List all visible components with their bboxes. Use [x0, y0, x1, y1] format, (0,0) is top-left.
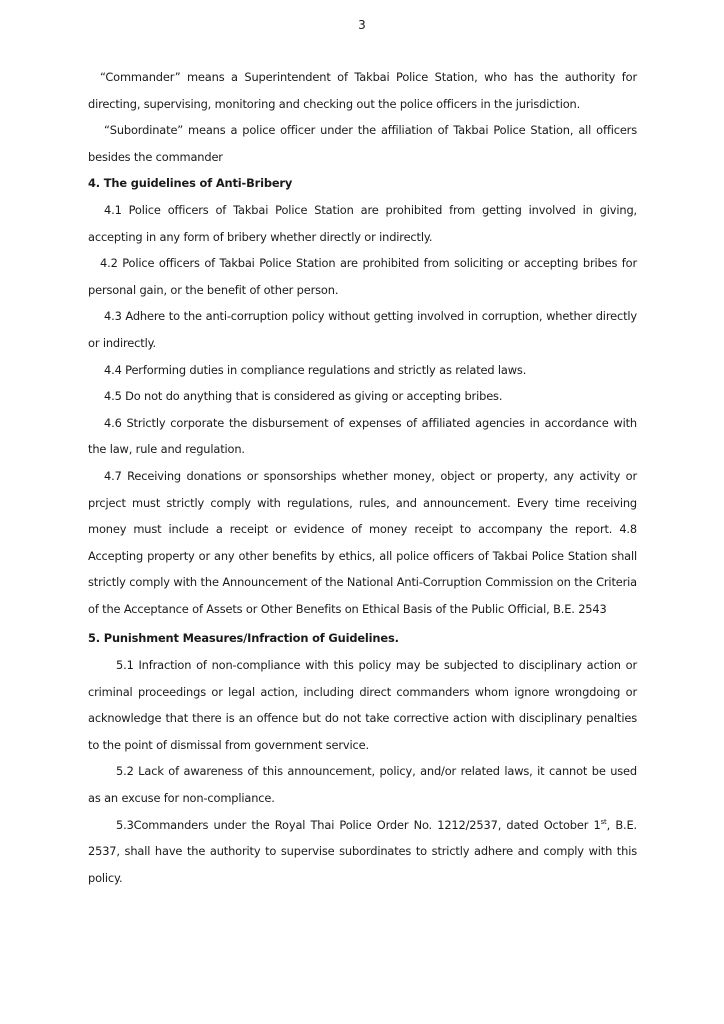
- section-4-item-4-4: 4.4 Performing duties in compliance regulations and strictly as related laws.: [104, 362, 527, 377]
- section-4-item-4-5: 4.5 Do not do anything that is considered as giving or accepting bribes.: [104, 389, 503, 404]
- section-4-item-4-6: 4.6 Strictly corporate the disbursement of expenses of affiliated agencies in accordance with the law, rule and regulation.: [88, 415, 637, 457]
- section-5-item-5-1: 5.1 Infraction of non-compliance with this policy may be subjected to disciplinary action or criminal proceedings or legal action, including direct commanders whom ignore wrongdoing or acknowledge that there is an offence but do not take corrective action with disciplinary penalties to the point of dismissal from government service.: [88, 658, 637, 752]
- section-4-heading: 4. The guidelines of Anti-Bribery: [88, 176, 293, 191]
- section-5-item-5-2: 5.2 Lack of awareness of this announcement, policy, and/or related laws, it cannot be used as an excuse for non-compliance.: [88, 764, 637, 806]
- section-4-item-4-2: 4.2 Police officers of Takbai Police Station are prohibited from soliciting or accepting bribes for personal gain, or the benefit of other person.: [88, 256, 637, 297]
- section-4-item-4-1: 4.1 Police officers of Takbai Police Station are prohibited from getting involved in giving, accepting in any form of bribery whether directly or indirectly.: [88, 202, 637, 244]
- definition-commander: “Commander” means a Superintendent of Takbai Police Station, who has the authority for directing, supervising, monitoring and checking out the police officers in the jurisdiction.: [88, 70, 637, 111]
- section-5-item-5-3: [88, 812, 637, 892]
- page-number: 3: [358, 18, 366, 32]
- section-5-heading: 5. Punishment Measures/Infraction of Guidelines.: [88, 631, 399, 646]
- definition-subordinate: “Subordinate” means a police officer under the affiliation of Takbai Police Station, all officers besides the commander: [88, 123, 637, 164]
- section-5-3-text-after: , B.E. 2537, shall have the authority to supervise subordinates to strictly adhere and comply with this policy.: [88, 817, 637, 885]
- section-4-item-4-3: 4.3 Adhere to the anti-corruption policy without getting involved in corruption, whether directly or indirectly.: [88, 309, 637, 350]
- ordinal-superscript: st: [600, 817, 607, 826]
- section-5-3-text-before: 5.3Commanders under the Royal Thai Police Order No. 1212/2537, dated October 1: [116, 817, 601, 832]
- section-4-item-4-7-4-8: 4.7 Receiving donations or sponsorships whether money, object or property, any activity or prcject must strictly comply with regulations, rules, and announcement. Every time receiving money must include a receipt or evidence of money receipt to accompany the report. 4.8 Accepting property or any other benefits by ethics, all police officers of Takbai Police Station shall strictly comply with the Announcement of the National Anti-Corruption Commission on the Criteria of the Acceptance of Assets or Other Benefits on Ethical Basis of the Public Official, B.E. 2543: [88, 468, 637, 616]
- document-body: [88, 64, 637, 891]
